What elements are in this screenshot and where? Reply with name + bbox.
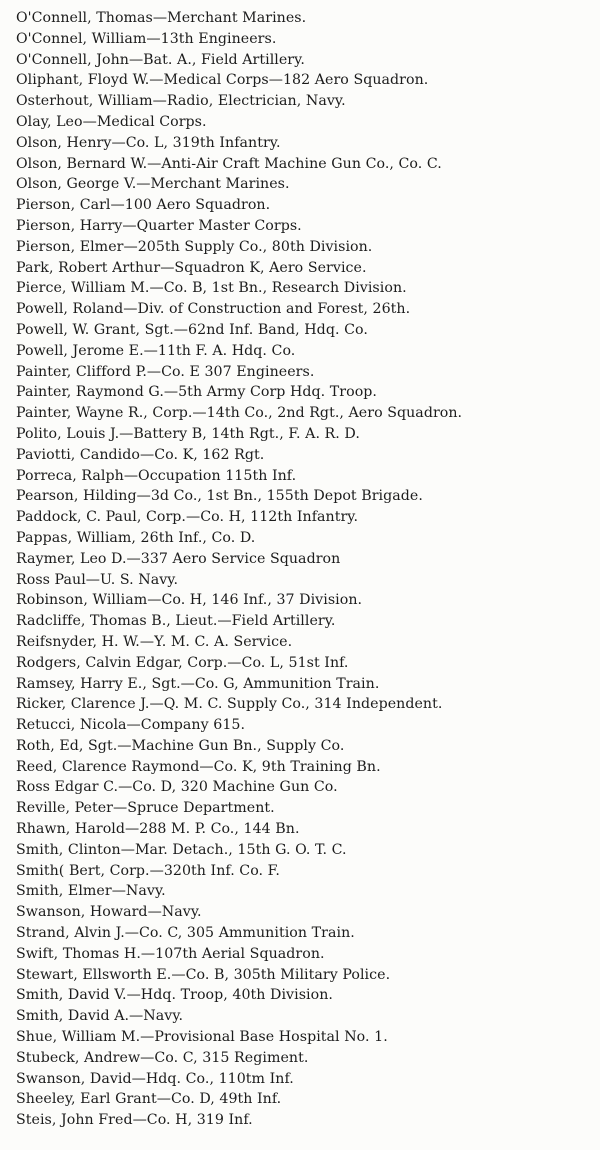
roster-entry: Paviotti, Candido—Co. K, 162 Rgt. [16, 446, 265, 463]
roster-entry: Painter, Clifford P.—Co. E 307 Engineers. [16, 363, 315, 380]
roster-entry: Olson, Henry—Co. L, 319th Infantry. [16, 134, 281, 151]
roster-entry: Park, Robert Arthur—Squadron K, Aero Service. [16, 259, 367, 276]
roster-entry: Swift, Thomas H.—107th Aerial Squadron. [16, 945, 325, 962]
roster-entry: Smith, David V.—Hdq. Troop, 40th Division. [16, 987, 333, 1004]
roster-entry: Painter, Wayne R., Corp.—14th Co., 2nd Rgt., Aero Squadron. [16, 405, 463, 422]
roster-entry: Oliphant, Floyd W.—Medical Corps—182 Aero Squadron. [16, 72, 429, 89]
service-roster-list [16, 8, 596, 1131]
roster-entry: Reed, Clarence Raymond—Co. K, 9th Training Bn. [16, 758, 381, 775]
roster-entry: Reville, Peter—Spruce Department. [16, 800, 275, 817]
roster-entry: Pierson, Elmer—205th Supply Co., 80th Division. [16, 238, 373, 255]
roster-entry: Olson, George V.—Merchant Marines. [16, 176, 290, 193]
roster-entry: Pearson, Hilding—3d Co., 1st Bn., 155th Depot Brigade. [16, 488, 423, 505]
roster-entry: Porreca, Ralph—Occupation 115th Inf. [16, 467, 297, 484]
roster-entry: Smith, David A.—Navy. [16, 1008, 184, 1025]
roster-entry: Ross Paul—U. S. Navy. [16, 571, 179, 588]
roster-entry: Swanson, Howard—Navy. [16, 904, 202, 921]
roster-entry: Pierson, Harry—Quarter Master Corps. [16, 217, 302, 234]
roster-entry: Swanson, David—Hdq. Co., 110tm Inf. [16, 1070, 294, 1087]
roster-entry: Smith, Elmer—Navy. [16, 883, 166, 900]
roster-entry: Painter, Raymond G.—5th Army Corp Hdq. Troop. [16, 384, 377, 401]
roster-entry: Radcliffe, Thomas B., Lieut.—Field Artillery. [16, 613, 336, 630]
roster-entry: Stewart, Ellsworth E.—Co. B, 305th Military Police. [16, 966, 391, 983]
roster-entry: Strand, Alvin J.—Co. C, 305 Ammunition Train. [16, 925, 355, 942]
roster-entry: Steis, John Fred—Co. H, 319 Inf. [16, 1112, 253, 1129]
roster-entry: Retucci, Nicola—Company 615. [16, 717, 246, 734]
roster-entry: Osterhout, William—Radio, Electrician, Navy. [16, 93, 346, 110]
roster-entry: Roth, Ed, Sgt.—Machine Gun Bn., Supply Co. [16, 737, 345, 754]
roster-entry: Rhawn, Harold—288 M. P. Co., 144 Bn. [16, 821, 300, 838]
roster-entry: Reifsnyder, H. W.—Y. M. C. A. Service. [16, 633, 293, 650]
roster-entry: O'Connell, Thomas—Merchant Marines. [16, 10, 307, 26]
roster-entry: O'Connel, William—13th Engineers. [16, 30, 277, 47]
roster-entry: Pappas, William, 26th Inf., Co. D. [16, 529, 256, 546]
roster-entry: Powell, W. Grant, Sgt.—62nd Inf. Band, Hdq. Co. [16, 321, 368, 338]
roster-entry: Stubeck, Andrew—Co. C, 315 Regiment. [16, 1049, 309, 1066]
roster-entry: Olson, Bernard W.—Anti-Air Craft Machine Gun Co., Co. C. [16, 155, 442, 172]
roster-entry: Pierson, Carl—100 Aero Squadron. [16, 197, 271, 214]
roster-entry: Sheeley, Earl Grant—Co. D, 49th Inf. [16, 1091, 282, 1108]
roster-entry: Shue, William M.—Provisional Base Hospital No. 1. [16, 1029, 388, 1046]
roster-entry: Polito, Louis J.—Battery B, 14th Rgt., F. A. R. D. [16, 425, 360, 442]
roster-entry: Rodgers, Calvin Edgar, Corp.—Co. L, 51st Inf. [16, 654, 349, 671]
roster-entry: Smith, Clinton—Mar. Detach., 15th G. O. T. C. [16, 841, 347, 858]
roster-entry: Ramsey, Harry E., Sgt.—Co. G, Ammunition Train. [16, 675, 380, 692]
roster-entry: Smith( Bert, Corp.—320th Inf. Co. F. [16, 862, 280, 879]
roster-entry: Ricker, Clarence J.—Q. M. C. Supply Co., 314 Independent. [16, 696, 443, 713]
roster-entry: Powell, Roland—Div. of Construction and Forest, 26th. [16, 301, 411, 318]
roster-entry: Pierce, William M.—Co. B, 1st Bn., Research Division. [16, 280, 407, 297]
roster-entry: O'Connell, John—Bat. A., Field Artillery. [16, 51, 305, 68]
roster-entry: Robinson, William—Co. H, 146 Inf., 37 Division. [16, 592, 363, 609]
roster-entry: Ross Edgar C.—Co. D, 320 Machine Gun Co. [16, 779, 338, 796]
roster-entry: Raymer, Leo D.—337 Aero Service Squadron [16, 550, 341, 567]
roster-entry: Paddock, C. Paul, Corp.—Co. H, 112th Infantry. [16, 509, 359, 526]
roster-entry: Olay, Leo—Medical Corps. [16, 113, 207, 130]
roster-entry: Powell, Jerome E.—11th F. A. Hdq. Co. [16, 342, 296, 359]
